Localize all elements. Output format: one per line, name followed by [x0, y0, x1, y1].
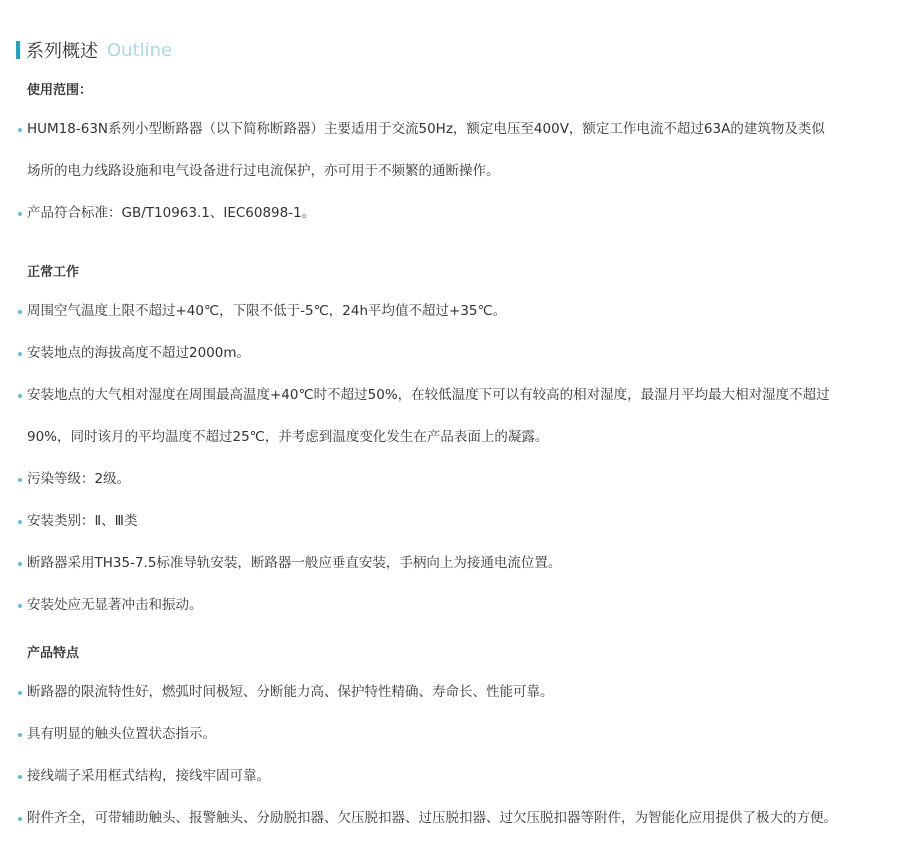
list-item-text: 产品符合标准：GB/T10963.1、IEC60898-1。 [27, 205, 316, 221]
bullet-dot-icon [18, 604, 22, 608]
list-item-text: 周围空气温度上限不超过+40℃，下限不低于-5℃，24h平均值不超过+35℃。 [27, 303, 507, 319]
list-item [18, 542, 888, 584]
list-item-text: 接线端子采用框式结构，接线牢固可靠。 [27, 768, 270, 784]
list-item-text: 安装处应无显著冲击和振动。 [27, 597, 203, 613]
bullet-dot-icon [18, 310, 22, 314]
bullet-dot-icon [18, 128, 22, 132]
bullet-dot-icon [18, 691, 22, 695]
list-item-continuation: 90%，同时该月的平均温度不超过25℃，并考虑到温度变化发生在产品表面上的凝露。 [27, 429, 549, 445]
list-item-text: 断路器的限流特性好，燃弧时间极短、分断能力高、保护特性精确、寿命长、性能可靠。 [27, 684, 554, 700]
section-heading-normal-operation: 正常工作 [27, 265, 80, 280]
list-item [18, 671, 888, 713]
page-subtitle: Outline [107, 39, 173, 61]
list-item [18, 458, 888, 500]
list-item-text: 污染等级：2级。 [27, 471, 131, 487]
list-item-continuation: 场所的电力线路设施和电气设备进行过电流保护，亦可用于不频繁的通断操作。 [27, 163, 500, 179]
list-item [18, 332, 888, 374]
bullet-dot-icon [18, 478, 22, 482]
list-item [18, 374, 888, 416]
bullet-dot-icon [18, 394, 22, 398]
list-item [18, 290, 888, 332]
header-accent-bar [16, 41, 20, 59]
list-item [18, 797, 888, 839]
section-heading-features: 产品特点 [27, 646, 80, 661]
list-item [18, 500, 888, 542]
list-item [18, 108, 888, 150]
bullet-dot-icon [18, 212, 22, 216]
bullet-dot-icon [18, 817, 22, 821]
list-item-text: 安装地点的大气相对湿度在周围最高温度+40℃时不超过50%，在较低温度下可以有较高的相对湿度，最湿月平均最大相对湿度不超过 [27, 387, 830, 403]
bullet-dot-icon [18, 562, 22, 566]
list-item-text: 附件齐全，可带辅助触头、报警触头、分励脱扣器、欠压脱扣器、过压脱扣器、过欠压脱扣器等附件，为智能化应用提供了极大的方便。 [27, 810, 837, 826]
bullet-dot-icon [18, 775, 22, 779]
list-item [18, 192, 888, 234]
section-heading-scope: 使用范围： [27, 83, 93, 98]
section-header [16, 38, 172, 62]
list-item-text: 断路器采用TH35-7.5标准导轨安装，断路器一般应垂直安装，手柄向上为接通电流位置。 [27, 555, 562, 571]
list-item-text: 安装地点的海拔高度不超过2000m。 [27, 345, 251, 361]
list-item [18, 755, 888, 797]
list-item [18, 584, 888, 626]
list-item-text: 安装类别：Ⅱ、Ⅲ类 [27, 513, 138, 529]
list-item [18, 713, 888, 755]
bullet-dot-icon [18, 520, 22, 524]
bullet-dot-icon [18, 733, 22, 737]
page-title: 系列概述 [26, 41, 98, 62]
list-item-text: 具有明显的触头位置状态指示。 [27, 726, 216, 742]
bullet-dot-icon [18, 352, 22, 356]
list-item-text: HUM18-63N系列小型断路器（以下简称断路器）主要适用于交流50Hz，额定电压至400V，额定工作电流不超过63A的建筑物及类似 [27, 121, 825, 137]
